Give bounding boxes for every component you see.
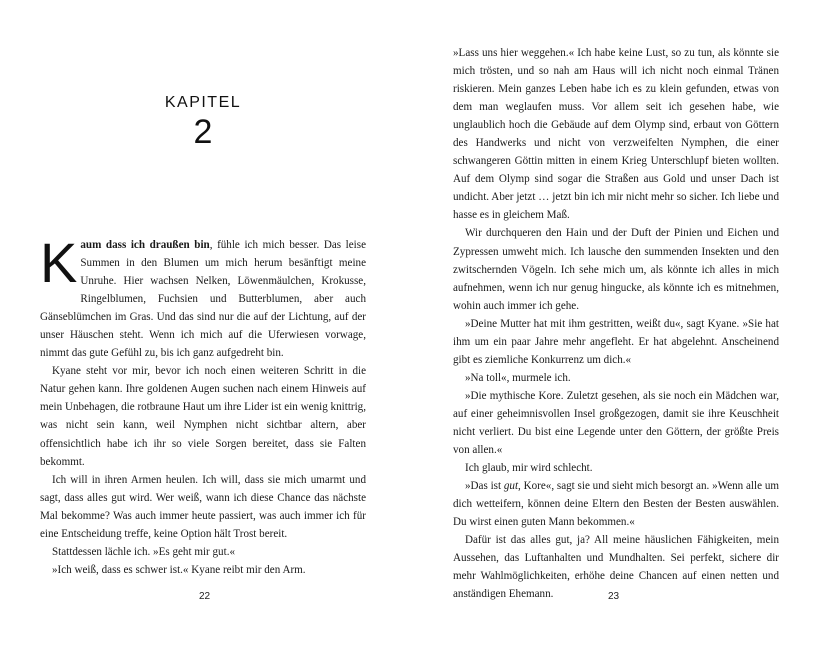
paragraph: »Die mythische Kore. Zuletzt gesehen, als sie noch ein Mädchen war, auf einer geheimnisvollen Insel großgezogen, damit sie ihre Keuschheit nicht verliert. Du bist eine Legende unter den Göttern, der größte Preis von allen.« bbox=[453, 389, 779, 457]
chapter-label: KAPITEL bbox=[164, 94, 242, 111]
paragraph: Ich will in ihren Armen heulen. Ich will, dass sie mich umarmt und sagt, dass alles gut wird. Wer weiß, wann ich diese Chance das nächste Mal bekomme? Was auch immer heute passiert, was auch immer ich für eine Entscheidung treffe, keine Option hält Trost bereit. bbox=[40, 473, 366, 540]
paragraph: Ich glaub, mir wird schlecht. bbox=[465, 462, 593, 475]
paragraph: »Lass uns hier weggehen.« Ich habe keine Lust, so zu tun, als könnte sie mich trösten, und so nah am Haus will ich nicht noch einmal Tränen riskieren. Mein ganzes Leben habe ich es zu klein gefunden, etwas von dem man weglaufen muss. Vor allem seit ich gesehen habe, wie unglaublich hoch die Gebäude auf dem Olymp sind, erbaut von Göttern des Handwerks und nicht von verzweifelten Nymphen, die einer schwangeren Göttin mitten in einem Krieg Unterschlupf bieten wollten. Auf dem Olymp sind sogar die Straßen aus Gold und unser Dach ist undicht. Aber jetzt … jetzt bin ich mir nicht mehr so sicher. Ich liebe und hasse es in gleichem Maß. bbox=[453, 47, 779, 222]
paragraph bbox=[40, 231, 366, 362]
paragraph: »Na toll«, murmele ich. bbox=[465, 371, 571, 384]
emphasis: gut bbox=[503, 480, 519, 493]
paragraph: Stattdessen lächle ich. »Es geht mir gut.« bbox=[52, 545, 236, 558]
page-number-left: 22 bbox=[198, 591, 211, 602]
lead-in: aum dass ich draußen bin bbox=[80, 239, 210, 251]
page-number-right: 23 bbox=[607, 591, 620, 602]
left-body-text bbox=[40, 231, 366, 579]
paragraph: »Deine Mutter hat mit ihm gestritten, weißt du«, sagt Kyane. »Sie hat ihm um ein paar Jahre mehr angefleht. Er hat abgelehnt. Anscheinend gibt es ziemliche Konkurrenz um dich.« bbox=[453, 317, 779, 366]
paragraph-text: , Kore«, sagt sie und sieht mich besorgt an. »Wenn alle um dich wetteifern, können deine Eltern den Besten der Besten auswählen. Du wirst einen guten Mann bekommen.« bbox=[453, 480, 779, 529]
paragraph: Dafür ist das alles gut, ja? All meine häuslichen Fähigkeiten, mein Aussehen, das Luftanhalten und Mundhalten. Sei perfekt, sichere dir mehr Wahlmöglichkeiten, erhöhe deine Chancen auf einen netten und anständigen Ehemann. bbox=[453, 534, 779, 601]
right-body-text bbox=[453, 44, 779, 603]
paragraph: »Ich weiß, dass es schwer ist.« Kyane reibt mir den Arm. bbox=[52, 563, 306, 576]
paragraph: Kyane steht vor mir, bevor ich noch einen weiteren Schritt in die Natur gehen kann. Ihre goldenen Augen suchen nach einem Hinweis auf mein Unbehagen, die rotbraune Haut um ihre Lider ist ein wenig knittrig, was nicht sein kann, weil Nymphen nicht sichtbar altern, aber offensichtlich habe ich ihr so viele Sorgen bereitet, dass sie Falten bekommt. bbox=[40, 365, 366, 468]
drop-cap: K bbox=[40, 231, 78, 294]
paragraph: Wir durchqueren den Hain und der Duft der Pinien und Eichen und Zypressen umweht mich. Ich lausche den summenden Insekten und den zwitschernden Vögeln. Ich sehe mich um, als könnte ich alles in mich aufnehmen, wenn ich nur genug hingucke, als könnte ich es mitnehmen, wohin auch immer ich gehe. bbox=[453, 227, 779, 312]
chapter-number: 2 bbox=[193, 113, 213, 151]
right-page bbox=[409, 0, 818, 648]
paragraph-text: , fühle ich mich besser. Das leise Summen in den Blumen um mich herum besänftigt meine Unruhe. Hier wachsen Nelken, Löwenmäulchen, Krokusse, Ringelblumen, Fuchsien und Butterblumen, aber auch Gänseblümchen im Gras. Und das sind nur die auf der Lichtung, auf der unser Häuschen steht. Wenn ich mich auf die Uferwiesen vorwage, nimmt das gute Gefühl zu, bis ich ganz aufgedreht bin. bbox=[40, 239, 366, 360]
chapter-heading bbox=[40, 93, 366, 151]
paragraph bbox=[453, 477, 779, 531]
paragraph-text: »Das ist bbox=[465, 480, 504, 493]
